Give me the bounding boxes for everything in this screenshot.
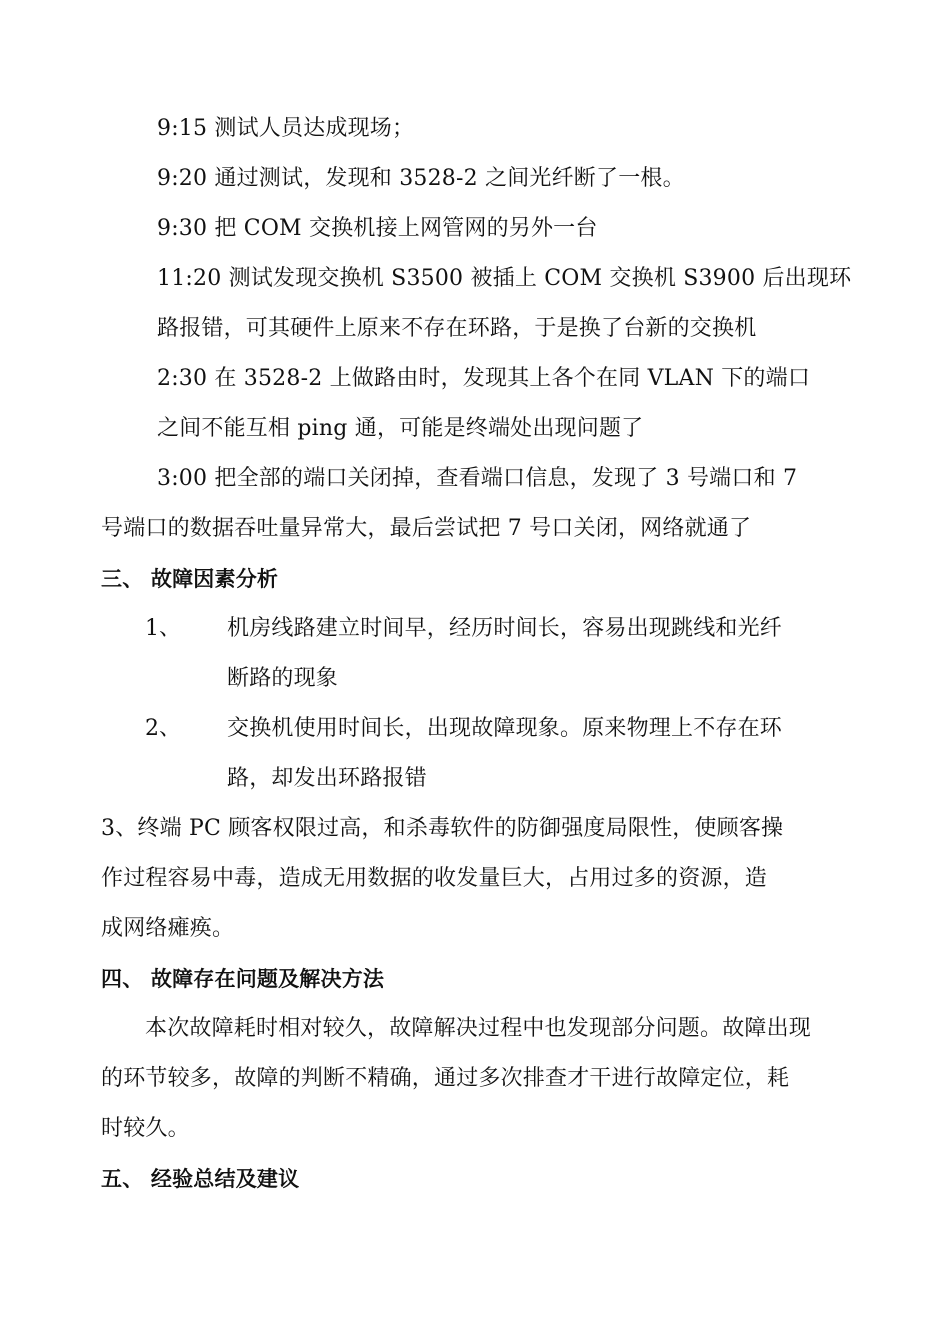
timeline-entry-continuation: 号端口的数据吞吐量异常大，最后尝试把 7 号口关闭，网络就通了	[101, 516, 752, 541]
list-item-text: 断路的现象	[227, 666, 339, 691]
list-item-text: 交换机使用时间长，出现故障现象。原来物理上不存在环	[227, 716, 783, 741]
paragraph-line: 时较久。	[101, 1116, 190, 1141]
timeline-entry-continuation: 之间不能互相 ping 通，可能是终端处出现问题了	[157, 416, 644, 441]
timeline-entry: 9:20 通过测试，发现和 3528-2 之间光纤断了一根。	[157, 166, 685, 191]
list-item-number: 2、	[145, 716, 181, 741]
list-item-text: 机房线路建立时间早，经历时间长，容易出现跳线和光纤	[227, 616, 783, 641]
section-heading-factor-analysis: 三、 故障因素分析	[101, 567, 279, 591]
paragraph-line: 3、终端 PC 顾客权限过高，和杀毒软件的防御强度局限性，使顾客操	[101, 816, 784, 841]
list-item-number: 1、	[145, 616, 181, 641]
timeline-entry: 11:20 测试发现交换机 S3500 被插上 COM 交换机 S3900 后出现环	[157, 266, 852, 291]
section-heading-summary-suggestions: 五、 经验总结及建议	[101, 1167, 300, 1191]
timeline-entry: 9:15 测试人员达成现场；	[157, 116, 415, 141]
timeline-entry-continuation: 路报错，可其硬件上原来不存在环路，于是换了台新的交换机	[157, 316, 757, 341]
timeline-entry: 9:30 把 COM 交换机接上网管网的另外一台	[157, 216, 598, 241]
paragraph-line: 成网络瘫痪。	[101, 916, 235, 941]
paragraph-line: 作过程容易中毒，造成无用数据的收发量巨大，占用过多的资源，造	[101, 866, 768, 891]
list-item-text: 路，却发出环路报错	[227, 766, 427, 791]
section-heading-problems-solutions: 四、 故障存在问题及解决方法	[101, 967, 385, 991]
paragraph-line: 的环节较多，故障的判断不精确，通过多次排查才干进行故障定位，耗	[101, 1066, 790, 1091]
paragraph-line: 本次故障耗时相对较久，故障解决过程中也发现部分问题。故障出现	[145, 1016, 812, 1041]
timeline-entry: 2:30 在 3528-2 上做路由时，发现其上各个在同 VLAN 下的端口	[157, 366, 811, 391]
timeline-entry: 3:00 把全部的端口关闭掉，查看端口信息，发现了 3 号端口和 7	[157, 466, 798, 491]
